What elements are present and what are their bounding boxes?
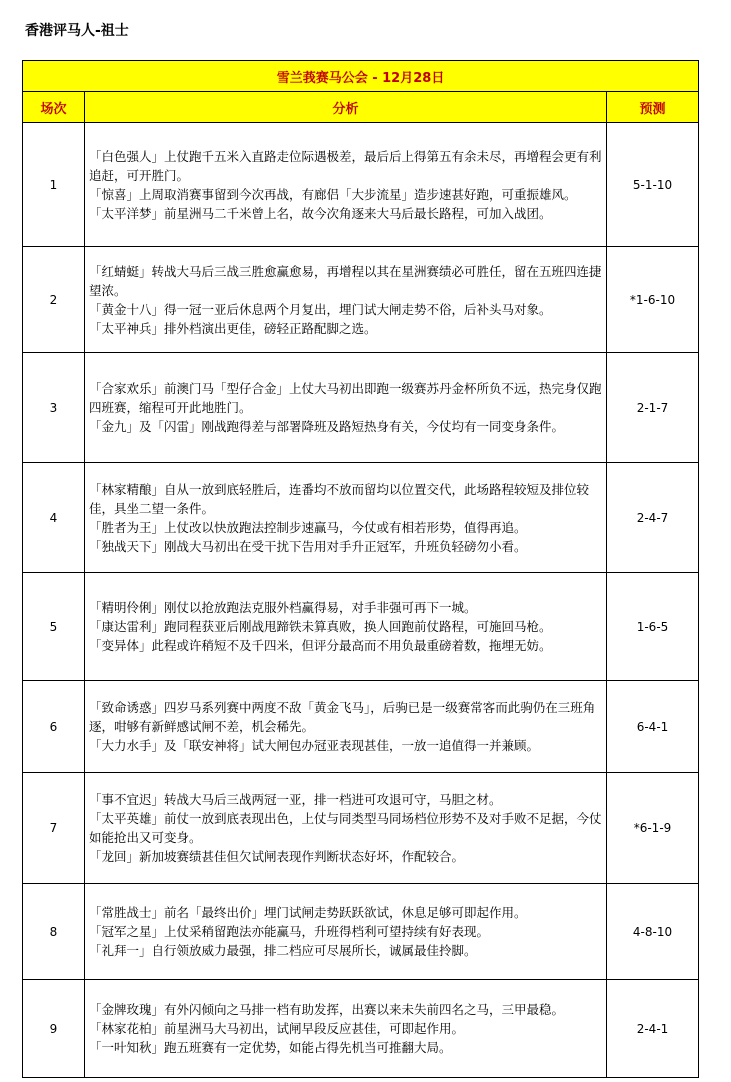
race-analysis — [85, 773, 607, 884]
race-analysis — [85, 884, 607, 980]
table-caption-row — [23, 61, 699, 92]
race-analysis — [85, 247, 607, 353]
analysis-paragraph: 「惊喜」上周取消赛事留到今次再战，有廊侣「大步流星」造步速甚好跑，可重振雄风。 — [89, 186, 577, 202]
race-prediction: *6-1-9 — [607, 773, 699, 884]
race-analysis — [85, 353, 607, 463]
race-prediction: 5-1-10 — [607, 123, 699, 247]
race-analysis — [85, 573, 607, 681]
race-prediction: 2-1-7 — [607, 353, 699, 463]
analysis-paragraph: 「礼拜一」自行领放威力最强，排二档应可尽展所长，诚属最佳拎脚。 — [89, 943, 477, 958]
table-row — [23, 573, 699, 681]
table-body — [23, 123, 699, 1078]
analysis-paragraph: 「金九」及「闪雷」刚战跑得差与部署降班及路短热身有关，今仗均有一同变身条件。 — [89, 419, 565, 434]
table-row — [23, 884, 699, 980]
page-title: 香港评马人-祖士 — [25, 23, 129, 39]
header-analysis: 分析 — [85, 92, 607, 123]
race-analysis — [85, 463, 607, 573]
analysis-paragraph: 「变异体」此程或许稍短不及千四米，但评分最高而不用负最重磅着数，拖埋无妨。 — [89, 638, 552, 653]
analysis-paragraph: 「白色强人」上仗跑千五米入直路走位际遇极差，最后后上得第五有余未尽，再增程会更有利追赶，可开胜门。 — [89, 148, 602, 183]
analysis-paragraph: 「康达雷利」跑同程获亚后刚战甩蹄铁未算真败，换人回跑前仗路程，可施回马枪。 — [89, 619, 552, 634]
table-caption: 雪兰莪赛马公会 - 12月28日 — [23, 61, 699, 92]
race-analysis — [85, 980, 607, 1078]
race-number: 1 — [23, 123, 85, 247]
analysis-paragraph: 「致命诱惑」四岁马系列赛中两度不敌「黄金飞马」，后驹已是一级赛常客而此驹仍在三班角逐，咁够有新鲜感试闸不差，机会稀先。 — [89, 700, 596, 734]
analysis-paragraph: 「红蜻蜓」转战大马后三战三胜愈赢愈易，再增程以其在星洲赛绩必可胜任，留在五班四连捷望浓。 — [89, 263, 602, 298]
table-row — [23, 247, 699, 353]
analysis-paragraph: 「独战天下」刚战大马初出在受干扰下告用对手升正冠军，升班负轻磅勿小看。 — [89, 538, 527, 554]
race-prediction: *1-6-10 — [607, 247, 699, 353]
analysis-paragraph: 「精明伶俐」刚仗以抢放跑法克服外档赢得易，对手非强可再下一城。 — [89, 600, 477, 615]
race-prediction: 4-8-10 — [607, 884, 699, 980]
race-analysis-table — [22, 60, 699, 1078]
analysis-paragraph: 「胜者为王」上仗改以快放跑法控制步速赢马，今仗或有相若形势，值得再追。 — [89, 519, 527, 535]
analysis-paragraph: 「黄金十八」得一冠一亚后休息两个月复出，埋门试大闸走势不俗，后补头马对象。 — [89, 301, 552, 317]
analysis-paragraph: 「龙回」新加坡赛绩甚佳但欠试闸表现作判断状态好坏，作配较合。 — [89, 849, 465, 864]
race-prediction: 6-4-1 — [607, 681, 699, 773]
analysis-paragraph: 「常胜战士」前名「最终出价」埋门试闸走势跃跃欲试，休息足够可即起作用。 — [89, 905, 527, 920]
analysis-paragraph: 「太平洋梦」前星洲马二千米曾上名，故今次角逐来大马后最长路程，可加入战团。 — [89, 205, 552, 221]
table-row — [23, 123, 699, 247]
table-row — [23, 980, 699, 1078]
race-prediction: 1-6-5 — [607, 573, 699, 681]
analysis-paragraph: 「林家精酿」自从一放到底轻胜后，连番均不放而留均以位置交代，此场路程较短及排位较佳，具坐二望一条件。 — [89, 481, 590, 516]
table-row — [23, 463, 699, 573]
table-row — [23, 353, 699, 463]
analysis-paragraph: 「合家欢乐」前澳门马「型仔合金」上仗大马初出即跑一级赛苏丹金杯所负不远，热完身仅跑四班赛，缩程可开此地胜门。 — [89, 381, 602, 415]
race-number: 4 — [23, 463, 85, 573]
race-number: 3 — [23, 353, 85, 463]
analysis-paragraph: 「太平英雄」前仗一放到底表现出色，上仗与同类型马同场档位形势不及对手败不足据，今仗如能抢出又可变身。 — [89, 811, 602, 845]
analysis-paragraph: 「金牌玫瑰」有外闪倾向之马排一档有助发挥，出赛以来未失前四名之马，三甲最稳。 — [89, 1002, 565, 1017]
race-number: 7 — [23, 773, 85, 884]
analysis-paragraph: 「太平神兵」排外档演出更佳，磅轻正路配脚之选。 — [89, 320, 377, 336]
table-row — [23, 681, 699, 773]
race-number: 2 — [23, 247, 85, 353]
race-number: 6 — [23, 681, 85, 773]
analysis-paragraph: 「冠军之星」上仗采稍留跑法亦能赢马，升班得档利可望持续有好表现。 — [89, 924, 490, 939]
race-prediction: 2-4-7 — [607, 463, 699, 573]
race-analysis — [85, 123, 607, 247]
table-header-row — [23, 92, 699, 123]
race-number: 8 — [23, 884, 85, 980]
analysis-paragraph: 「大力水手」及「联安神将」试大闸包办冠亚表现甚佳，一放一追值得一并兼顾。 — [89, 738, 540, 753]
analysis-paragraph: 「林家花柏」前星洲马大马初出，试闸早段反应甚佳，可即起作用。 — [89, 1021, 465, 1036]
race-analysis — [85, 681, 607, 773]
analysis-paragraph: 「事不宜迟」转战大马后三战两冠一亚，排一档进可攻退可守，马胆之材。 — [89, 792, 502, 807]
race-number: 9 — [23, 980, 85, 1078]
race-number: 5 — [23, 573, 85, 681]
table-row — [23, 773, 699, 884]
header-prediction: 预测 — [607, 92, 699, 123]
analysis-paragraph: 「一叶知秋」跑五班赛有一定优势，如能占得先机当可推翻大局。 — [89, 1040, 452, 1055]
header-race: 场次 — [23, 92, 85, 123]
race-prediction: 2-4-1 — [607, 980, 699, 1078]
